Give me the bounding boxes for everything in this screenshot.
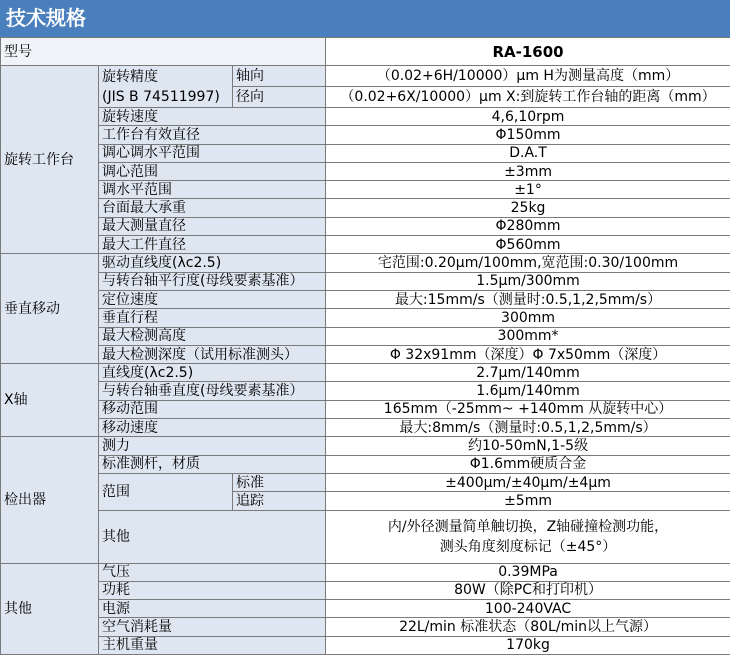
spec-value: ±3mm xyxy=(326,162,730,180)
table-row xyxy=(1,254,730,272)
table-row xyxy=(1,162,730,180)
spec-value: 4,6,10rpm xyxy=(326,108,730,126)
axial-label: 轴向 xyxy=(233,66,326,87)
table-row xyxy=(1,510,730,563)
standard-value: ±400μm/±40μm/±4μm xyxy=(326,473,730,491)
table-row xyxy=(1,327,730,345)
spec-value: 宅范围:0.20μm/100mm,宽范围:0.30/100mm xyxy=(326,254,730,272)
table-row xyxy=(1,144,730,162)
accuracy-label-line2: (JIS B 74511997) xyxy=(102,88,220,105)
group-detector: 检出器 xyxy=(1,437,99,563)
tracking-value: ±5mm xyxy=(326,492,730,510)
spec-value: Φ 32x91mm（深度）Φ 7x50mm（深度） xyxy=(326,345,730,363)
spec-value: 22L/min 标准状态（80L/min以上气源） xyxy=(326,618,730,636)
table-row xyxy=(1,600,730,618)
spec-value: 300mm* xyxy=(326,327,730,345)
force-label: 测力 xyxy=(99,437,326,455)
spec-label: 气压 xyxy=(99,563,326,581)
spec-value: D.A.T xyxy=(326,144,730,162)
radial-value: （0.02+6X/10000）μm X:到旋转工作台轴的距离（mm） xyxy=(326,87,730,108)
other-value-line2: 测头角度刻度标记（±45°） xyxy=(439,538,617,555)
table-row xyxy=(1,636,730,654)
group-vertical: 垂直移动 xyxy=(1,254,99,364)
table-row xyxy=(1,563,730,581)
accuracy-label xyxy=(99,66,233,108)
spec-label: 移动速度 xyxy=(99,419,326,437)
spec-value: 170kg xyxy=(326,636,730,654)
axial-value: （0.02+6H/10000）μm H为测量高度（mm） xyxy=(326,66,730,87)
spec-value: 80W（除PC和打印机） xyxy=(326,581,730,599)
page-title: 技术规格 xyxy=(0,0,730,37)
spec-label: 台面最大承重 xyxy=(99,199,326,217)
group-xaxis: X轴 xyxy=(1,364,99,437)
table-row xyxy=(1,272,730,290)
spec-label: 工作台有效直径 xyxy=(99,126,326,144)
spec-value: 1.6μm/140mm xyxy=(326,382,730,400)
table-row xyxy=(1,473,730,491)
table-row xyxy=(1,66,730,87)
spec-label: 定位速度 xyxy=(99,290,326,308)
table-row xyxy=(1,345,730,363)
table-row xyxy=(1,364,730,382)
spec-value: 2.7μm/140mm xyxy=(326,364,730,382)
spec-label: 驱动直线度(λc2.5) xyxy=(99,254,326,272)
table-row xyxy=(1,181,730,199)
range-label: 范围 xyxy=(99,473,233,510)
table-row xyxy=(1,437,730,455)
table-row xyxy=(1,290,730,308)
spec-label: 最大工件直径 xyxy=(99,236,326,254)
spec-label: 最大检测深度（试用标准测头） xyxy=(99,345,326,363)
tracking-label: 追踪 xyxy=(233,492,326,510)
table-row xyxy=(1,618,730,636)
spec-label: 旋转速度 xyxy=(99,108,326,126)
spec-value: 300mm xyxy=(326,309,730,327)
group-rotary: 旋转工作台 xyxy=(1,66,99,254)
spec-value: 最大:8mm/s（测量时:0.5,1,2,5mm/s） xyxy=(326,419,730,437)
table-row xyxy=(1,400,730,418)
table-row xyxy=(1,455,730,473)
table-row xyxy=(1,581,730,599)
spec-table xyxy=(0,37,730,655)
stylus-value: Φ1.6mm硬质合金 xyxy=(326,455,730,473)
spec-value: 0.39MPa xyxy=(326,563,730,581)
spec-value: 25kg xyxy=(326,199,730,217)
spec-value: Φ150mm xyxy=(326,126,730,144)
spec-label: 直线度(λc2.5) xyxy=(99,364,326,382)
spec-label: 空气消耗量 xyxy=(99,618,326,636)
table-row xyxy=(1,309,730,327)
spec-label: 电源 xyxy=(99,600,326,618)
spec-value: 100-240VAC xyxy=(326,600,730,618)
group-others: 其他 xyxy=(1,563,99,654)
accuracy-label-line1: 旋转精度 xyxy=(102,68,158,85)
spec-value: 最大:15mm/s（测量时:0.5,1,2,5mm/s） xyxy=(326,290,730,308)
spec-label: 调心范围 xyxy=(99,162,326,180)
other-value xyxy=(326,510,730,563)
stylus-label: 标准测杆，材质 xyxy=(99,455,326,473)
table-row xyxy=(1,382,730,400)
spec-label: 最大检测高度 xyxy=(99,327,326,345)
table-row xyxy=(1,38,730,66)
standard-label: 标准 xyxy=(233,473,326,491)
other-label: 其他 xyxy=(99,510,326,563)
table-row xyxy=(1,199,730,217)
table-row xyxy=(1,108,730,126)
table-row xyxy=(1,217,730,235)
spec-label: 功耗 xyxy=(99,581,326,599)
spec-value: Φ560mm xyxy=(326,236,730,254)
radial-label: 径向 xyxy=(233,87,326,108)
model-label: 型号 xyxy=(1,38,326,66)
spec-value: 165mm（-25mm~ +140mm 从旋转中心） xyxy=(326,400,730,418)
spec-label: 主机重量 xyxy=(99,636,326,654)
table-row xyxy=(1,419,730,437)
spec-label: 与转台轴垂直度(母线要素基准） xyxy=(99,382,326,400)
spec-label: 与转台轴平行度(母线要素基准） xyxy=(99,272,326,290)
other-value-line1: 内/外径测量简单触切换，Z轴碰撞检测功能， xyxy=(387,518,669,535)
spec-value: Φ280mm xyxy=(326,217,730,235)
spec-label: 调水平范围 xyxy=(99,181,326,199)
spec-value: ±1° xyxy=(326,181,730,199)
spec-label: 移动范围 xyxy=(99,400,326,418)
spec-value: 1.5μm/300mm xyxy=(326,272,730,290)
spec-label: 调心调水平范围 xyxy=(99,144,326,162)
table-row xyxy=(1,126,730,144)
model-value: RA-1600 xyxy=(326,38,730,66)
table-row xyxy=(1,236,730,254)
spec-label: 最大测量直径 xyxy=(99,217,326,235)
spec-label: 垂直行程 xyxy=(99,309,326,327)
force-value: 约10-50mN,1-5级 xyxy=(326,437,730,455)
